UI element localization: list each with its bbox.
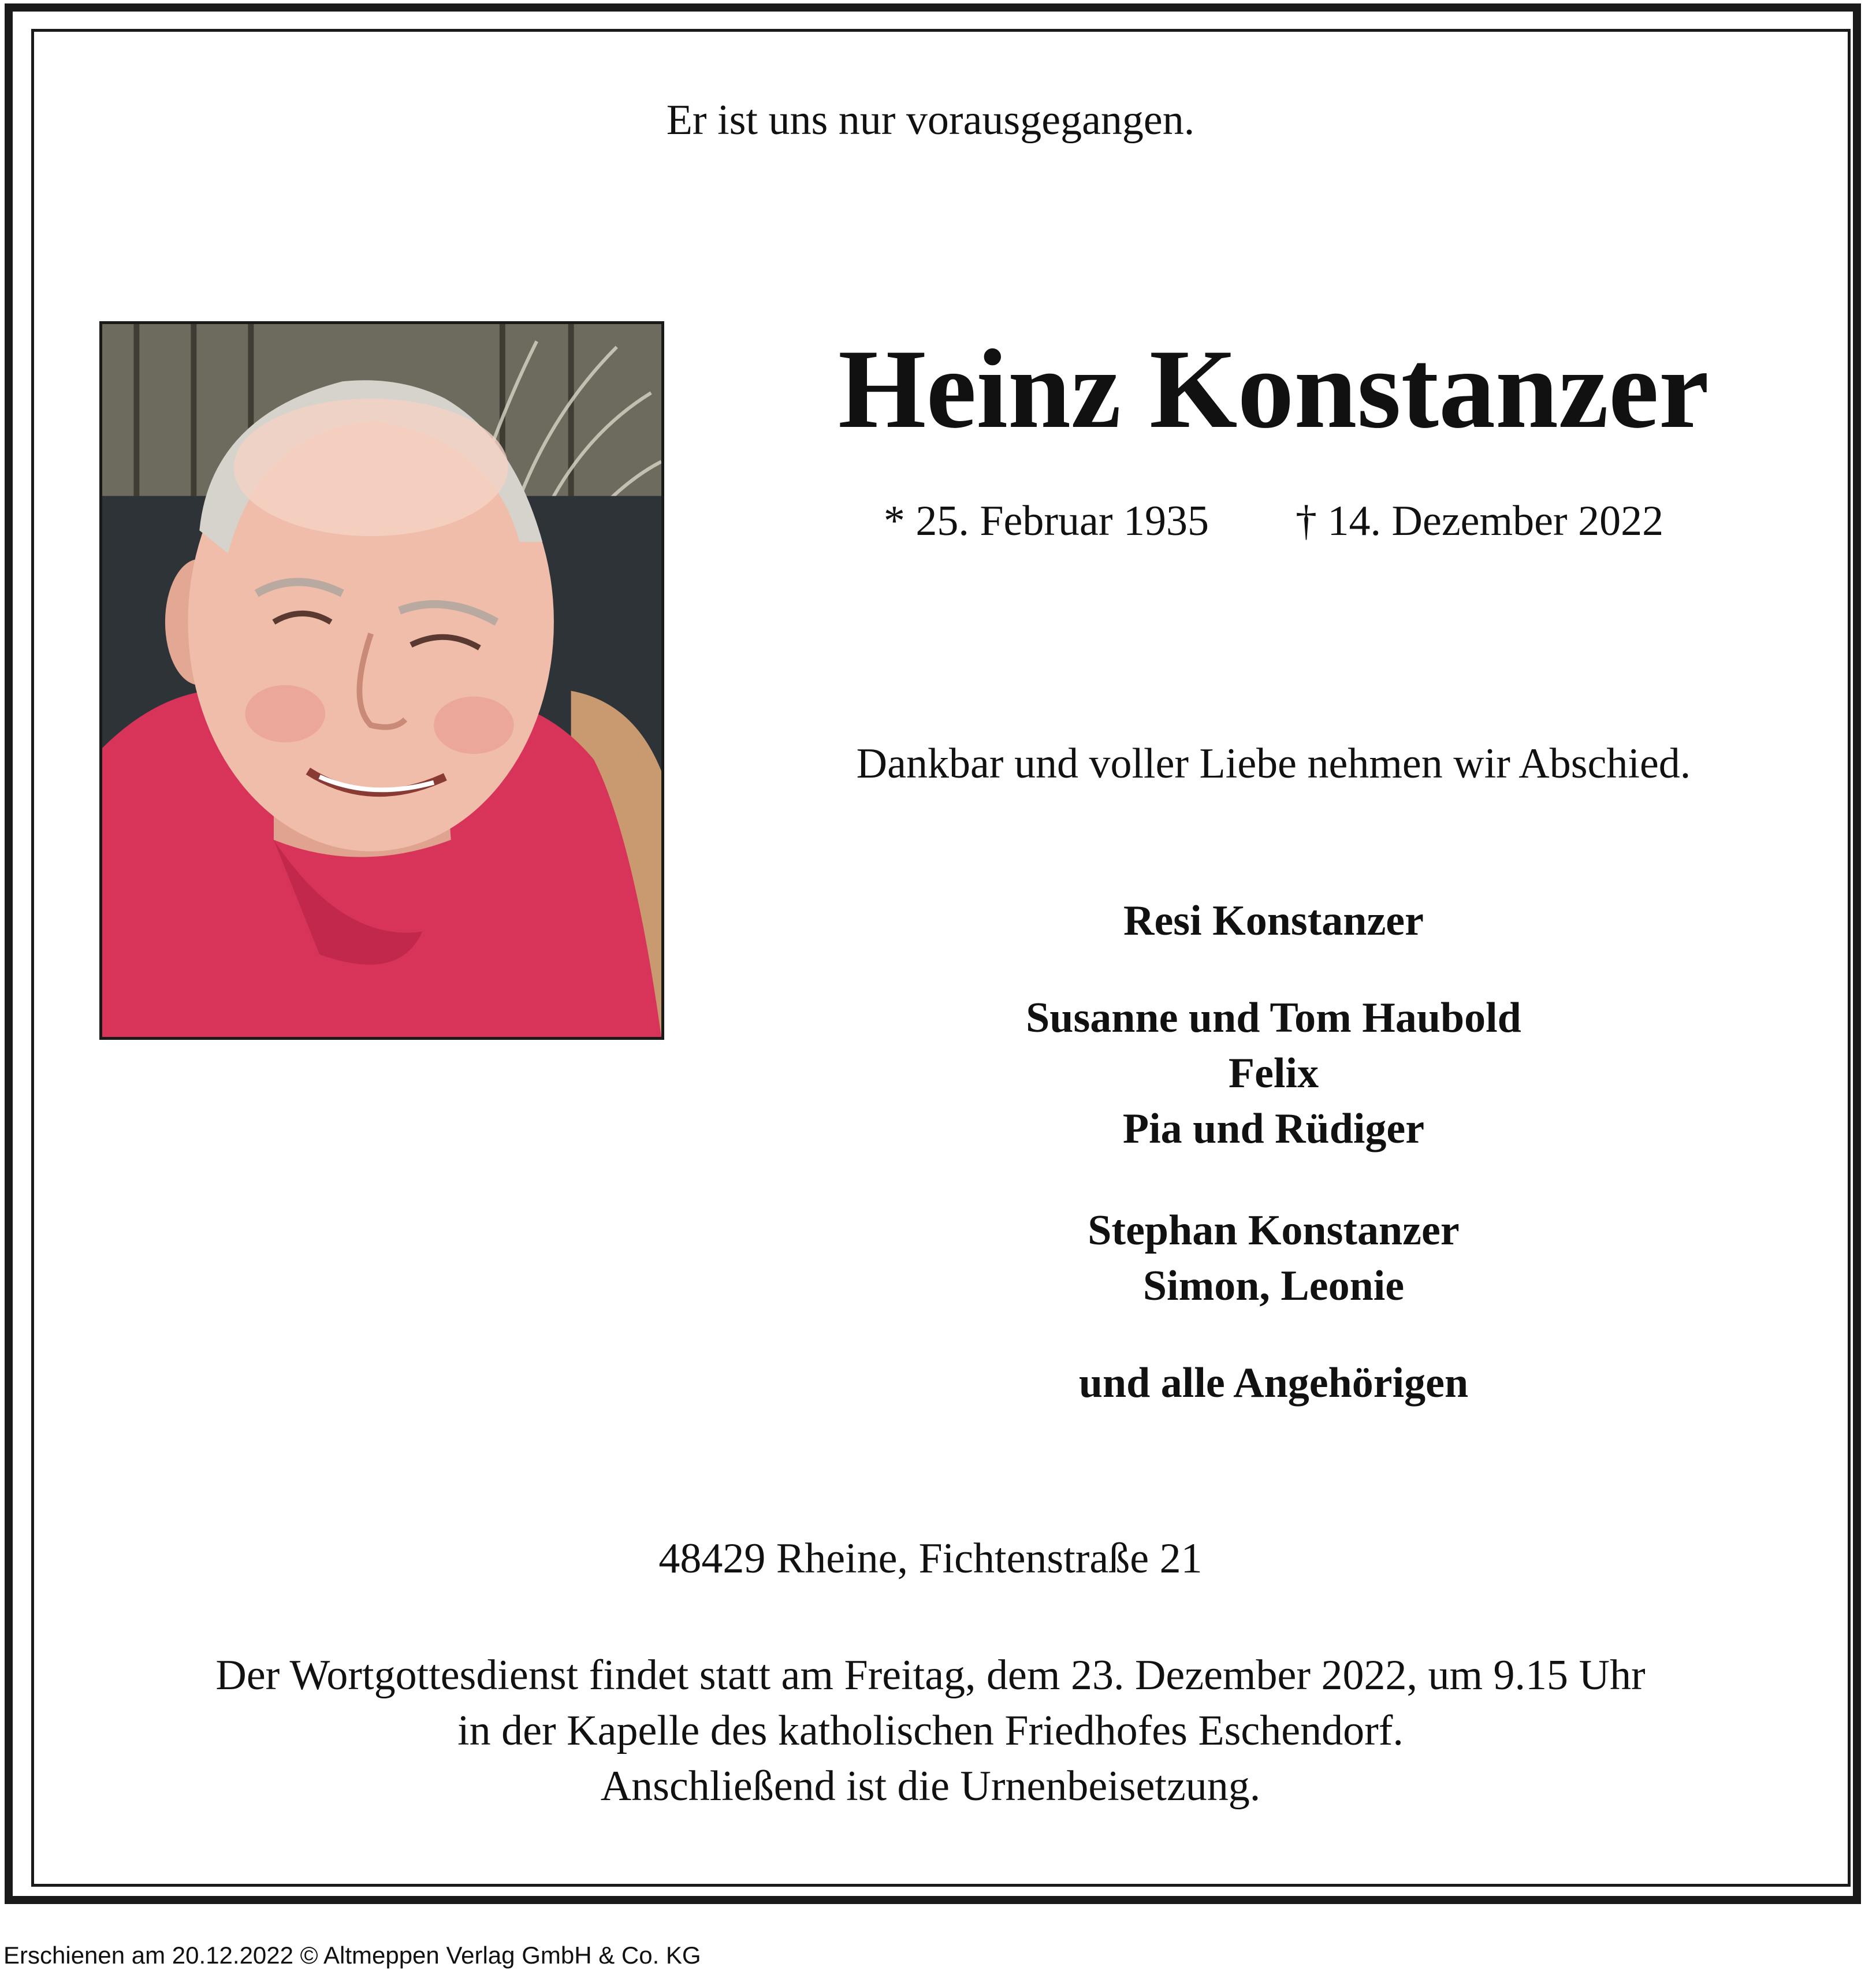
family-member: Stephan Konstanzer — [1088, 1207, 1460, 1254]
portrait-photo — [99, 321, 664, 1040]
family-group — [693, 1355, 1854, 1411]
service-line: Anschließend ist die Urnenbeisetzung. — [600, 1763, 1261, 1810]
family-member: Felix — [1228, 1050, 1319, 1097]
family-group — [693, 893, 1854, 949]
family-group — [693, 1203, 1854, 1314]
family-member: Pia und Rüdiger — [1122, 1105, 1425, 1152]
farewell-line: Dankbar und voller Liebe nehmen wir Abschied. — [856, 740, 1691, 787]
motto-line: Er ist uns nur vorausgegangen. — [666, 96, 1195, 144]
family-member: und alle Angehörigen — [1078, 1359, 1469, 1407]
death-date: † 14. Dezember 2022 — [1296, 497, 1664, 545]
family-group — [693, 990, 1854, 1157]
publication-credit: Erschienen am 20.12.2022 © Altmeppen Verlag GmbH & Co. KG — [3, 1942, 701, 1969]
portrait-illustration-icon — [102, 324, 661, 1037]
service-line: in der Kapelle des katholischen Friedhofes Eschendorf. — [457, 1707, 1404, 1754]
life-dates — [693, 498, 1854, 545]
service-line: Der Wortgottesdienst findet statt am Freitag, dem 23. Dezember 2022, um 9.15 Uhr — [215, 1652, 1646, 1699]
family-member: Susanne und Tom Haubold — [1026, 994, 1521, 1042]
service-details — [0, 1648, 1861, 1814]
birth-date: * 25. Februar 1935 — [883, 497, 1209, 545]
address-line: 48429 Rheine, Fichtenstraße 21 — [658, 1535, 1203, 1582]
family-member: Resi Konstanzer — [1123, 897, 1424, 945]
deceased-name: Heinz Konstanzer — [838, 326, 1709, 452]
family-member: Simon, Leonie — [1142, 1262, 1405, 1310]
